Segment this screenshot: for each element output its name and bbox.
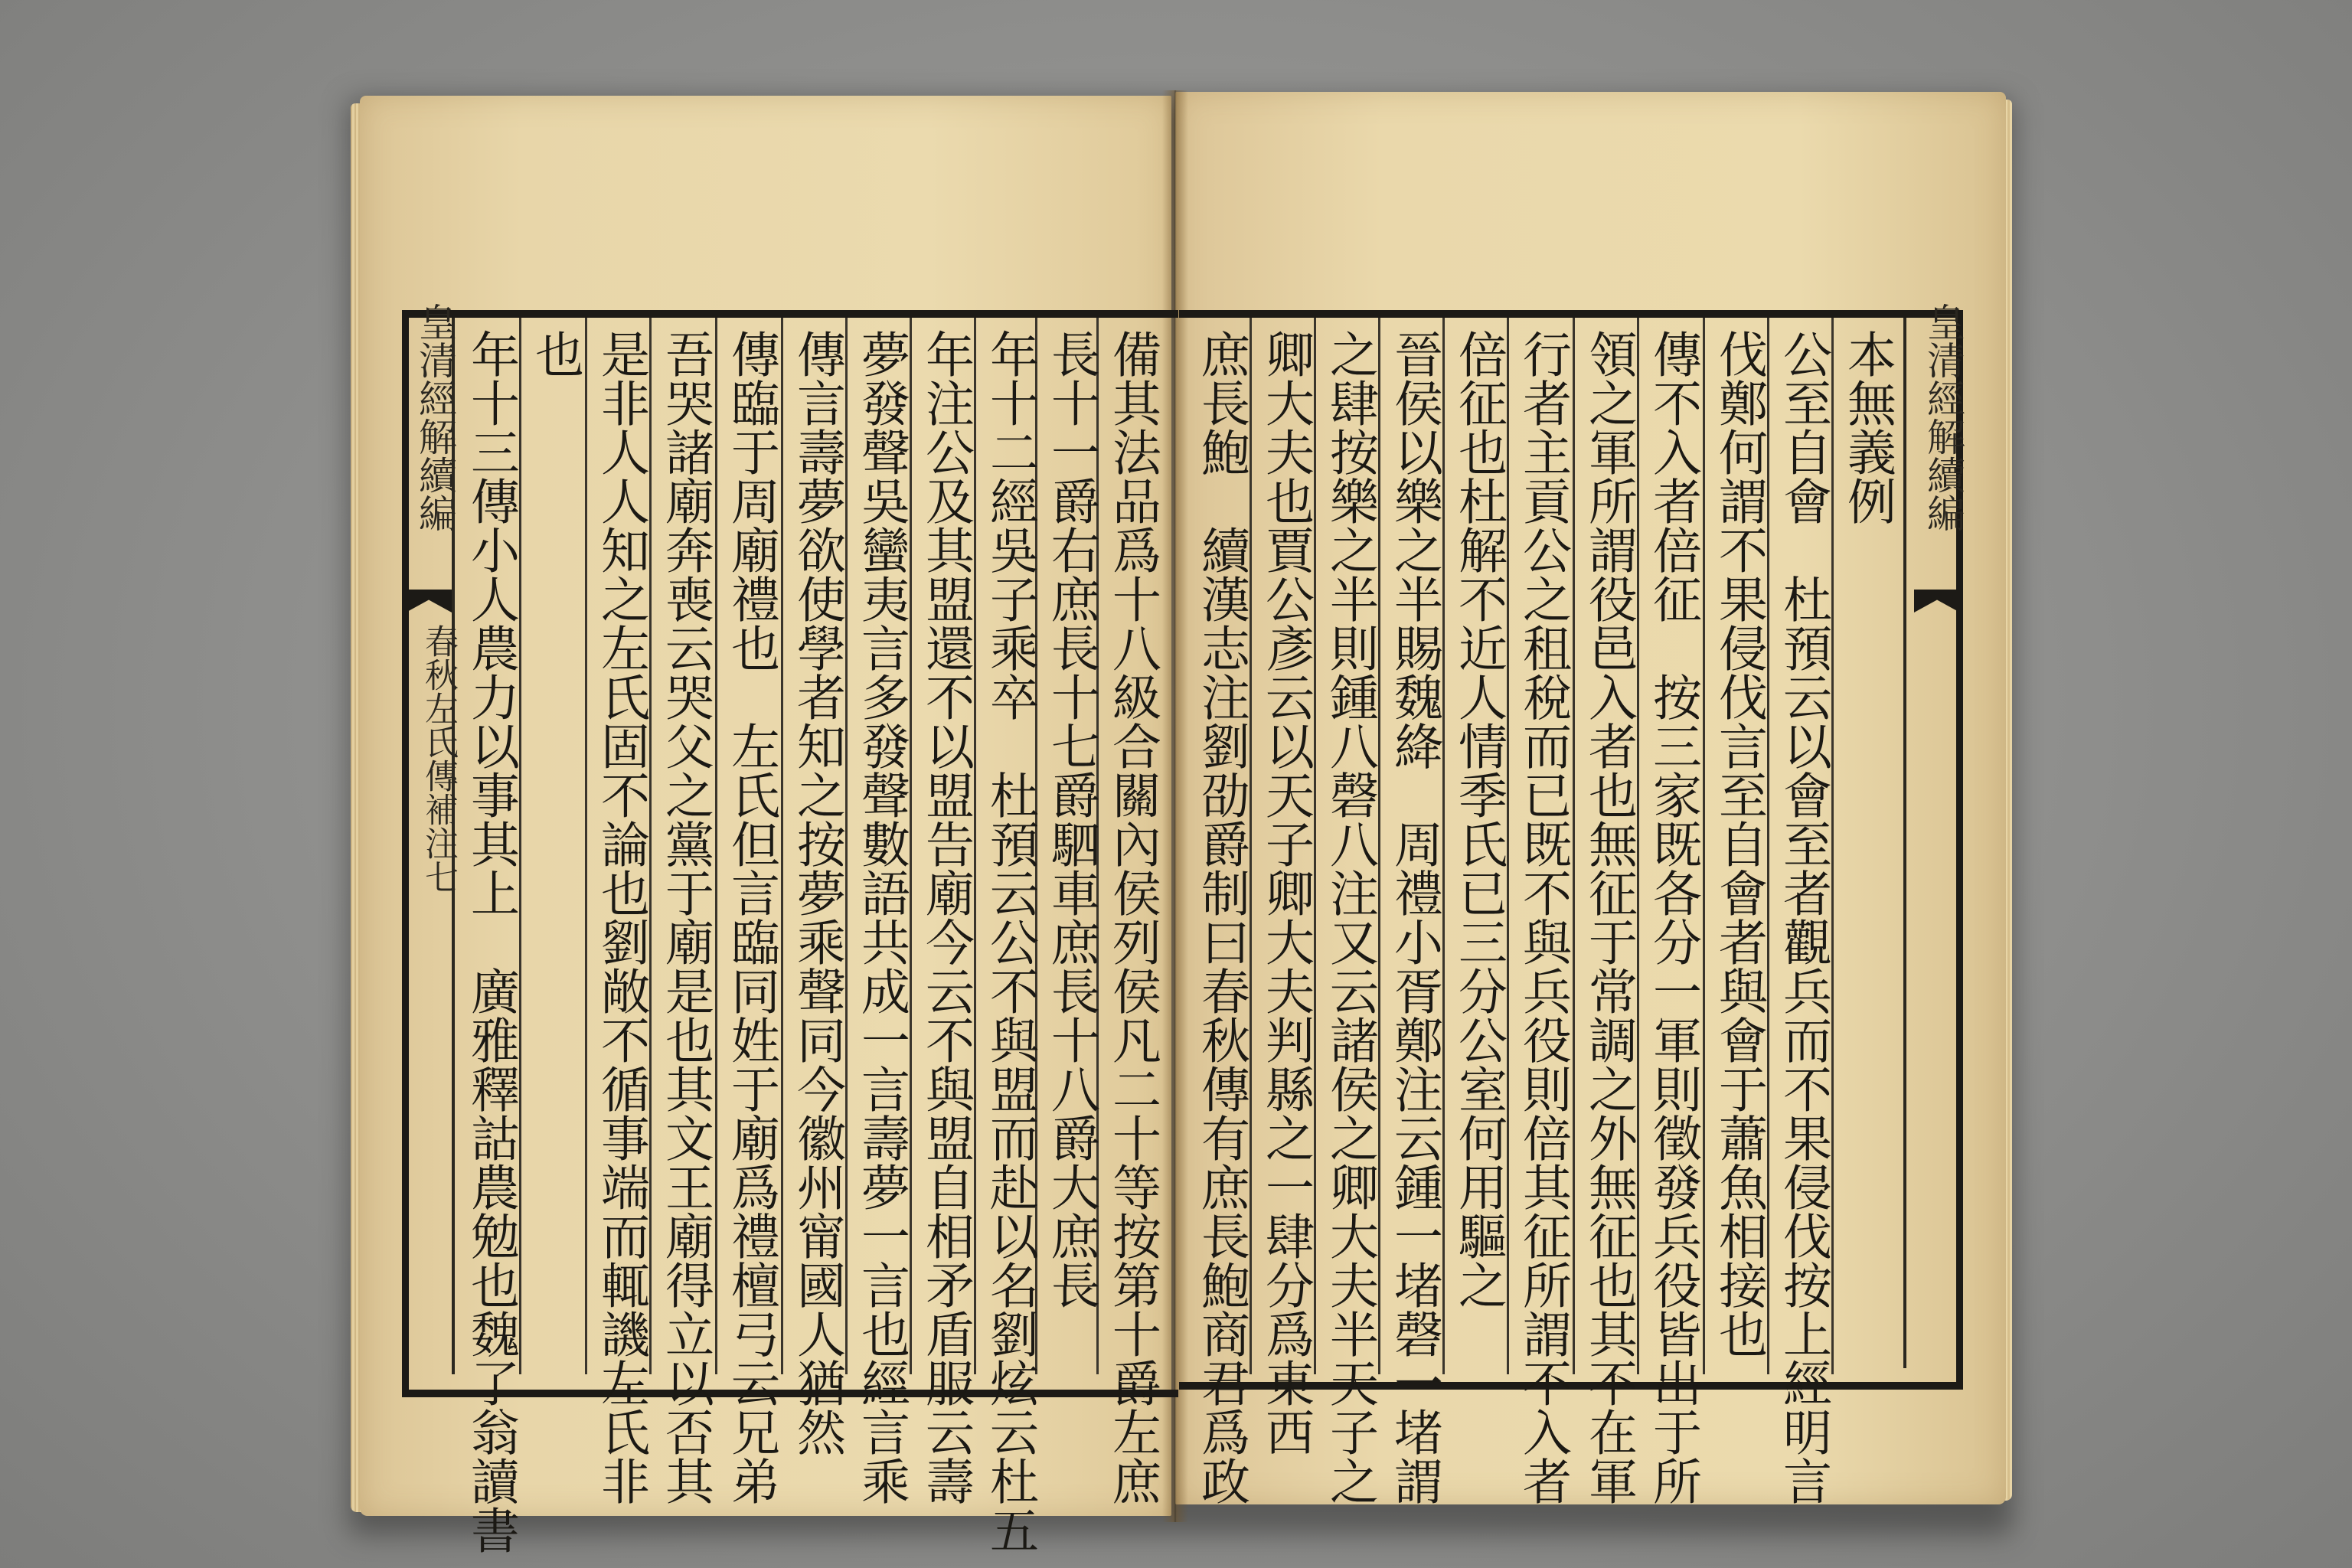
column-rule xyxy=(974,318,976,1374)
right-column-10: 卿大夫也賈公彥云以天子卿大夫判縣之一肆分爲東西 xyxy=(1257,329,1314,1456)
right-column-11: 庶長鮑 續漢志注劉劭爵制曰春秋傳有庶長鮑商君爲政 xyxy=(1193,329,1250,1505)
right-column-8: 晉侯以樂之半賜魏絳 周禮小胥鄭注云鍾一堵磬一堵謂 xyxy=(1386,329,1442,1505)
left-column-10: 也 xyxy=(527,329,583,378)
column-rule xyxy=(715,318,717,1374)
left-column-3: 年十二經吳子乘卒 杜預云公不與盟而赴以名劉炫云杜五 xyxy=(982,329,1038,1554)
left-column-5: 夢發聲吳蠻夷言多發聲數語共成一言壽夢一言也經言乘 xyxy=(853,329,910,1505)
right-column-6: 行者主貢公之租稅而已既不與兵役則倍其征所謂不入者 xyxy=(1514,329,1571,1505)
right-column-2: 公至自會 杜預云以會至者觀兵而不果侵伐按上經明言 xyxy=(1775,329,1831,1505)
column-rule xyxy=(781,318,783,1374)
column-rule xyxy=(649,318,652,1374)
column-rule xyxy=(910,318,912,1374)
column-rule xyxy=(1314,318,1316,1374)
left-column-6: 傳言壽夢欲使學者知之按夢乘聲同今徽州甯國人猶然 xyxy=(789,329,845,1456)
column-rule xyxy=(1507,318,1509,1374)
right-margin-rule xyxy=(1903,318,1906,1368)
column-rule xyxy=(1378,318,1380,1374)
right-column-1: 本無義例 xyxy=(1839,329,1896,525)
column-rule xyxy=(1703,318,1705,1374)
column-rule xyxy=(1767,318,1769,1374)
right-column-3: 伐鄭何謂不果侵伐言至自會者與會于蕭魚相接也 xyxy=(1710,329,1767,1358)
left-column-2: 長十一爵右庶長十七爵駟車庶長十八爵大庶長 xyxy=(1043,329,1099,1309)
left-column-8: 吾哭諸廟奔喪云哭父之黨于廟是也其文王廟得立以否其 xyxy=(657,329,714,1505)
left-column-1: 備其法品爲十八級合關內侯列侯凡二十等按第十爵左庶 xyxy=(1104,329,1161,1505)
column-rule xyxy=(1442,318,1445,1374)
column-rule xyxy=(845,318,848,1374)
right-column-5: 領之軍所謂役邑入者也無征于常調之外無征也其不在軍 xyxy=(1580,329,1637,1505)
column-rule xyxy=(1637,318,1639,1374)
left-column-7: 傳臨于周廟禮也 左氏但言臨同姓于廟爲禮檀弓云兄弟 xyxy=(723,329,779,1505)
left-margin-subtitle: 春秋左氏傳補注七 xyxy=(419,624,458,893)
column-rule xyxy=(1250,318,1252,1374)
right-column-9: 之肆按樂之半則鍾八磬八注又云諸侯之卿大夫半天子之 xyxy=(1321,329,1378,1505)
left-column-11: 年十三傳小人農力以事其上 廣雅釋詁農勉也魏了翁讀書 xyxy=(462,329,519,1554)
column-rule xyxy=(1831,318,1834,1374)
column-rule xyxy=(1573,318,1575,1374)
right-column-7: 倍征也杜解不近人情季氏已三分公室何用驅之 xyxy=(1450,329,1507,1309)
column-rule xyxy=(585,318,587,1374)
left-margin-title: 皇清經解續編 xyxy=(413,302,457,532)
left-column-4: 年注公及其盟還不以盟告廟今云不與盟自相矛盾服云壽 xyxy=(917,329,974,1505)
left-column-9: 是非人人知之左氏固不論也劉敞不循事端而輒譏左氏非 xyxy=(593,329,649,1505)
column-rule xyxy=(519,318,521,1374)
right-margin-title: 皇清經解續編 xyxy=(1921,302,1965,532)
right-column-4: 傳不入者倍征 按三家既各分一軍則徵發兵役皆出于所 xyxy=(1645,329,1701,1505)
